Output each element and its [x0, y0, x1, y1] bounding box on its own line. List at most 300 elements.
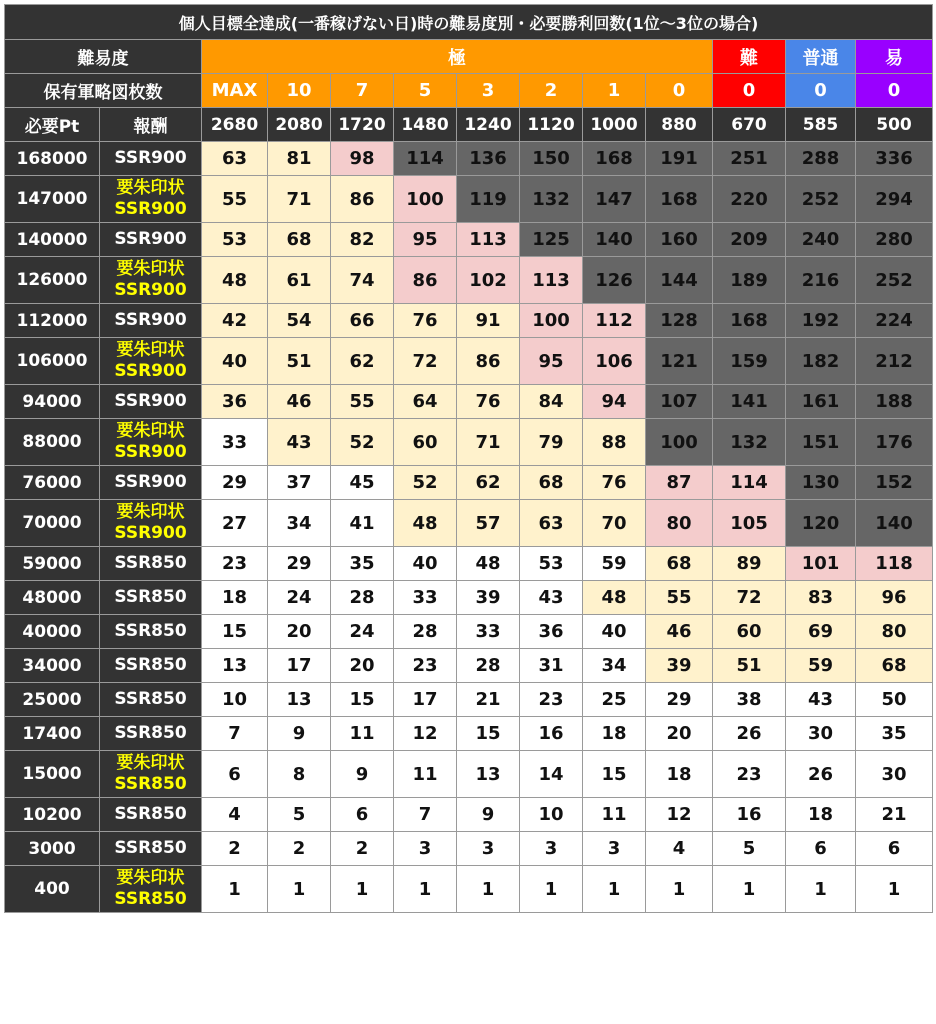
wins-cell: 216: [786, 257, 856, 304]
wins-cell: 7: [394, 798, 457, 832]
wins-cell: 1: [856, 866, 933, 913]
wins-cell: 15: [331, 683, 394, 717]
wins-cell: 17: [394, 683, 457, 717]
wins-cell: 5: [713, 832, 786, 866]
wins-cell: 71: [457, 419, 520, 466]
wins-cell: 95: [394, 223, 457, 257]
reward-ssr: SSR900: [114, 472, 187, 492]
required-pt-cell: 168000: [5, 142, 100, 176]
wins-cell: 68: [268, 223, 331, 257]
wins-cell: 6: [786, 832, 856, 866]
wins-cell: 4: [202, 798, 268, 832]
seal-requirement: 要朱印状: [116, 868, 185, 888]
wins-cell: 66: [331, 304, 394, 338]
table-body: [5, 5, 933, 913]
wins-cell: 29: [268, 547, 331, 581]
wins-cell: 3: [394, 832, 457, 866]
table-row: [5, 142, 933, 176]
wins-cell: 40: [583, 615, 646, 649]
wins-cell: 15: [457, 717, 520, 751]
table-row: [5, 717, 933, 751]
wins-cell: 76: [394, 304, 457, 338]
reward-label: 報酬: [100, 108, 202, 142]
wins-cell: 13: [457, 751, 520, 798]
wins-cell: 76: [457, 385, 520, 419]
reward-cell: [100, 142, 202, 176]
wins-cell: 40: [394, 547, 457, 581]
wins-cell: 45: [331, 466, 394, 500]
wins-cell: 28: [331, 581, 394, 615]
seal-requirement: 要朱印状: [116, 753, 185, 773]
wins-cell: 20: [331, 649, 394, 683]
wins-cell: 1: [394, 866, 457, 913]
wins-cell: 86: [331, 176, 394, 223]
pt-per-win-row: [5, 108, 933, 142]
wins-cell: 34: [583, 649, 646, 683]
wins-cell: 144: [646, 257, 713, 304]
reward-cell: [100, 649, 202, 683]
holdings-value: 0: [786, 74, 856, 108]
wins-cell: 35: [856, 717, 933, 751]
reward-cell: [100, 500, 202, 547]
wins-cell: 24: [331, 615, 394, 649]
reward-ssr: SSR850: [114, 587, 187, 607]
wins-cell: 53: [520, 547, 583, 581]
reward-ssr: SSR850: [114, 621, 187, 641]
wins-cell: 8: [268, 751, 331, 798]
wins-cell: 50: [856, 683, 933, 717]
wins-cell: 23: [520, 683, 583, 717]
wins-cell: 107: [646, 385, 713, 419]
reward-ssr: SSR900: [114, 280, 187, 300]
wins-cell: 6: [331, 798, 394, 832]
pt-per-win-value: 880: [646, 108, 713, 142]
wins-cell: 12: [646, 798, 713, 832]
reward-cell: [100, 304, 202, 338]
wins-cell: 28: [394, 615, 457, 649]
wins-cell: 11: [331, 717, 394, 751]
wins-cell: 6: [202, 751, 268, 798]
wins-cell: 101: [786, 547, 856, 581]
reward-ssr: SSR850: [114, 655, 187, 675]
wins-cell: 62: [331, 338, 394, 385]
required-pt-cell: 400: [5, 866, 100, 913]
spreadsheet: [4, 4, 932, 1020]
wins-cell: 113: [520, 257, 583, 304]
wins-cell: 251: [713, 142, 786, 176]
wins-cell: 15: [202, 615, 268, 649]
wins-cell: 11: [394, 751, 457, 798]
reward-ssr: SSR900: [114, 148, 187, 168]
wins-cell: 1: [713, 866, 786, 913]
reward-ssr: SSR900: [114, 310, 187, 330]
reward-ssr: SSR850: [114, 838, 187, 858]
wins-cell: 23: [713, 751, 786, 798]
wins-cell: 6: [856, 832, 933, 866]
wins-cell: 14: [520, 751, 583, 798]
wins-cell: 10: [202, 683, 268, 717]
table-row: [5, 257, 933, 304]
wins-cell: 192: [786, 304, 856, 338]
difficulty-hard: 難: [713, 40, 786, 74]
wins-cell: 114: [713, 466, 786, 500]
table-row: [5, 385, 933, 419]
wins-cell: 94: [583, 385, 646, 419]
required-pt-cell: 59000: [5, 547, 100, 581]
required-pt-cell: 48000: [5, 581, 100, 615]
wins-cell: 18: [786, 798, 856, 832]
wins-cell: 21: [457, 683, 520, 717]
wins-cell: 209: [713, 223, 786, 257]
wins-cell: 20: [646, 717, 713, 751]
wins-cell: 10: [520, 798, 583, 832]
wins-cell: 252: [856, 257, 933, 304]
wins-cell: 120: [786, 500, 856, 547]
wins-cell: 59: [786, 649, 856, 683]
required-pt-cell: 10200: [5, 798, 100, 832]
reward-cell: [100, 751, 202, 798]
wins-cell: 40: [202, 338, 268, 385]
wins-cell: 48: [457, 547, 520, 581]
table-title: 個人目標全達成(一番稼げない日)時の難易度別・必要勝利回数(1位〜3位の場合): [5, 5, 933, 40]
table-row: [5, 466, 933, 500]
wins-cell: 9: [457, 798, 520, 832]
wins-cell: 86: [457, 338, 520, 385]
holdings-row: [5, 74, 933, 108]
table-row: [5, 176, 933, 223]
wins-cell: 69: [786, 615, 856, 649]
reward-cell: [100, 547, 202, 581]
wins-cell: 91: [457, 304, 520, 338]
pt-per-win-value: 1240: [457, 108, 520, 142]
required-pt-cell: 76000: [5, 466, 100, 500]
wins-cell: 113: [457, 223, 520, 257]
wins-cell: 68: [646, 547, 713, 581]
table-row: [5, 338, 933, 385]
wins-cell: 128: [646, 304, 713, 338]
wins-cell: 27: [202, 500, 268, 547]
wins-cell: 112: [583, 304, 646, 338]
wins-table: [4, 4, 933, 913]
table-row: [5, 751, 933, 798]
wins-cell: 126: [583, 257, 646, 304]
wins-cell: 2: [202, 832, 268, 866]
wins-cell: 24: [268, 581, 331, 615]
wins-cell: 7: [202, 717, 268, 751]
wins-cell: 60: [713, 615, 786, 649]
wins-cell: 29: [202, 466, 268, 500]
wins-cell: 17: [268, 649, 331, 683]
wins-cell: 1: [646, 866, 713, 913]
wins-cell: 212: [856, 338, 933, 385]
wins-cell: 1: [202, 866, 268, 913]
seal-requirement: 要朱印状: [116, 421, 185, 441]
table-row: [5, 832, 933, 866]
wins-cell: 13: [268, 683, 331, 717]
wins-cell: 64: [394, 385, 457, 419]
table-row: [5, 223, 933, 257]
seal-requirement: 要朱印状: [116, 259, 185, 279]
wins-cell: 89: [713, 547, 786, 581]
wins-cell: 176: [856, 419, 933, 466]
reward-cell: [100, 466, 202, 500]
reward-ssr: SSR900: [114, 523, 187, 543]
wins-cell: 100: [394, 176, 457, 223]
reward-cell: [100, 385, 202, 419]
wins-cell: 188: [856, 385, 933, 419]
wins-cell: 5: [268, 798, 331, 832]
required-pt-cell: 3000: [5, 832, 100, 866]
wins-cell: 33: [202, 419, 268, 466]
wins-cell: 20: [268, 615, 331, 649]
wins-cell: 51: [268, 338, 331, 385]
holdings-value: 1: [583, 74, 646, 108]
difficulty-extreme: 極: [202, 40, 713, 74]
wins-cell: 62: [457, 466, 520, 500]
wins-cell: 141: [713, 385, 786, 419]
reward-cell: [100, 866, 202, 913]
wins-cell: 9: [331, 751, 394, 798]
wins-cell: 63: [202, 142, 268, 176]
wins-cell: 105: [713, 500, 786, 547]
wins-cell: 1: [457, 866, 520, 913]
wins-cell: 80: [646, 500, 713, 547]
wins-cell: 182: [786, 338, 856, 385]
wins-cell: 151: [786, 419, 856, 466]
table-row: [5, 798, 933, 832]
wins-cell: 72: [713, 581, 786, 615]
wins-cell: 140: [856, 500, 933, 547]
wins-cell: 43: [786, 683, 856, 717]
wins-cell: 140: [583, 223, 646, 257]
wins-cell: 100: [646, 419, 713, 466]
wins-cell: 55: [646, 581, 713, 615]
seal-requirement: 要朱印状: [116, 178, 185, 198]
wins-cell: 87: [646, 466, 713, 500]
wins-cell: 95: [520, 338, 583, 385]
wins-cell: 240: [786, 223, 856, 257]
wins-cell: 132: [713, 419, 786, 466]
table-row: [5, 866, 933, 913]
wins-cell: 102: [457, 257, 520, 304]
reward-ssr: SSR900: [114, 229, 187, 249]
wins-cell: 59: [583, 547, 646, 581]
wins-cell: 88: [583, 419, 646, 466]
reward-cell: [100, 717, 202, 751]
wins-cell: 43: [520, 581, 583, 615]
required-pt-cell: 140000: [5, 223, 100, 257]
reward-ssr: SSR850: [114, 889, 187, 909]
wins-cell: 130: [786, 466, 856, 500]
difficulty-row: [5, 40, 933, 74]
wins-cell: 30: [786, 717, 856, 751]
wins-cell: 79: [520, 419, 583, 466]
wins-cell: 118: [856, 547, 933, 581]
reward-cell: [100, 683, 202, 717]
wins-cell: 191: [646, 142, 713, 176]
wins-cell: 39: [457, 581, 520, 615]
wins-cell: 37: [268, 466, 331, 500]
table-row: [5, 683, 933, 717]
wins-cell: 147: [583, 176, 646, 223]
wins-cell: 18: [583, 717, 646, 751]
wins-cell: 74: [331, 257, 394, 304]
wins-cell: 46: [646, 615, 713, 649]
wins-cell: 121: [646, 338, 713, 385]
wins-cell: 132: [520, 176, 583, 223]
required-pt-cell: 25000: [5, 683, 100, 717]
reward-ssr: SSR850: [114, 689, 187, 709]
wins-cell: 23: [394, 649, 457, 683]
required-pt-cell: 70000: [5, 500, 100, 547]
wins-cell: 288: [786, 142, 856, 176]
reward-ssr: SSR900: [114, 361, 187, 381]
pt-per-win-value: 585: [786, 108, 856, 142]
wins-cell: 33: [457, 615, 520, 649]
wins-cell: 13: [202, 649, 268, 683]
title-row: [5, 5, 933, 40]
wins-cell: 36: [520, 615, 583, 649]
wins-cell: 25: [583, 683, 646, 717]
pt-per-win-value: 1720: [331, 108, 394, 142]
difficulty-normal: 普通: [786, 40, 856, 74]
seal-requirement: 要朱印状: [116, 340, 185, 360]
wins-cell: 30: [856, 751, 933, 798]
wins-cell: 152: [856, 466, 933, 500]
required-pt-cell: 15000: [5, 751, 100, 798]
holdings-value: MAX: [202, 74, 268, 108]
wins-cell: 26: [713, 717, 786, 751]
pt-per-win-value: 1000: [583, 108, 646, 142]
seal-requirement: 要朱印状: [116, 502, 185, 522]
required-pt-cell: 40000: [5, 615, 100, 649]
wins-cell: 83: [786, 581, 856, 615]
wins-cell: 4: [646, 832, 713, 866]
wins-cell: 3: [583, 832, 646, 866]
wins-cell: 52: [394, 466, 457, 500]
wins-cell: 224: [856, 304, 933, 338]
wins-cell: 86: [394, 257, 457, 304]
wins-cell: 11: [583, 798, 646, 832]
wins-cell: 2: [268, 832, 331, 866]
wins-cell: 68: [520, 466, 583, 500]
wins-cell: 54: [268, 304, 331, 338]
wins-cell: 1: [786, 866, 856, 913]
reward-cell: [100, 338, 202, 385]
holdings-value: 0: [856, 74, 933, 108]
wins-cell: 33: [394, 581, 457, 615]
difficulty-easy: 易: [856, 40, 933, 74]
wins-cell: 34: [268, 500, 331, 547]
table-row: [5, 500, 933, 547]
wins-cell: 161: [786, 385, 856, 419]
pt-per-win-value: 2080: [268, 108, 331, 142]
wins-cell: 80: [856, 615, 933, 649]
wins-cell: 48: [202, 257, 268, 304]
holdings-value: 10: [268, 74, 331, 108]
wins-cell: 114: [394, 142, 457, 176]
table-row: [5, 615, 933, 649]
wins-cell: 18: [202, 581, 268, 615]
holdings-value: 3: [457, 74, 520, 108]
wins-cell: 52: [331, 419, 394, 466]
wins-cell: 16: [713, 798, 786, 832]
wins-cell: 43: [268, 419, 331, 466]
wins-cell: 53: [202, 223, 268, 257]
holdings-value: 5: [394, 74, 457, 108]
reward-cell: [100, 223, 202, 257]
wins-cell: 57: [457, 500, 520, 547]
required-pt-cell: 126000: [5, 257, 100, 304]
wins-cell: 136: [457, 142, 520, 176]
wins-cell: 60: [394, 419, 457, 466]
wins-cell: 70: [583, 500, 646, 547]
wins-cell: 1: [268, 866, 331, 913]
required-pt-cell: 106000: [5, 338, 100, 385]
wins-cell: 125: [520, 223, 583, 257]
wins-cell: 36: [202, 385, 268, 419]
holdings-value: 7: [331, 74, 394, 108]
pt-per-win-value: 500: [856, 108, 933, 142]
required-pt-cell: 17400: [5, 717, 100, 751]
wins-cell: 12: [394, 717, 457, 751]
wins-cell: 294: [856, 176, 933, 223]
reward-cell: [100, 832, 202, 866]
wins-cell: 39: [646, 649, 713, 683]
reward-cell: [100, 257, 202, 304]
wins-cell: 189: [713, 257, 786, 304]
wins-cell: 96: [856, 581, 933, 615]
reward-cell: [100, 419, 202, 466]
pt-per-win-value: 2680: [202, 108, 268, 142]
wins-cell: 2: [331, 832, 394, 866]
wins-cell: 38: [713, 683, 786, 717]
wins-cell: 76: [583, 466, 646, 500]
wins-cell: 252: [786, 176, 856, 223]
wins-cell: 3: [520, 832, 583, 866]
reward-ssr: SSR850: [114, 553, 187, 573]
wins-cell: 71: [268, 176, 331, 223]
wins-cell: 55: [331, 385, 394, 419]
required-pt-cell: 147000: [5, 176, 100, 223]
wins-cell: 61: [268, 257, 331, 304]
wins-cell: 42: [202, 304, 268, 338]
required-pt-cell: 34000: [5, 649, 100, 683]
wins-cell: 98: [331, 142, 394, 176]
difficulty-label: 難易度: [5, 40, 202, 74]
holdings-value: 2: [520, 74, 583, 108]
reward-ssr: SSR850: [114, 723, 187, 743]
reward-ssr: SSR850: [114, 804, 187, 824]
wins-cell: 48: [583, 581, 646, 615]
table-row: [5, 581, 933, 615]
reward-ssr: SSR900: [114, 442, 187, 462]
reward-ssr: SSR850: [114, 774, 187, 794]
wins-cell: 15: [583, 751, 646, 798]
wins-cell: 3: [457, 832, 520, 866]
reward-cell: [100, 581, 202, 615]
table-row: [5, 304, 933, 338]
wins-cell: 21: [856, 798, 933, 832]
pt-per-win-value: 670: [713, 108, 786, 142]
wins-cell: 220: [713, 176, 786, 223]
wins-cell: 1: [520, 866, 583, 913]
wins-cell: 41: [331, 500, 394, 547]
wins-cell: 29: [646, 683, 713, 717]
holdings-value: 0: [646, 74, 713, 108]
wins-cell: 16: [520, 717, 583, 751]
reward-cell: [100, 798, 202, 832]
